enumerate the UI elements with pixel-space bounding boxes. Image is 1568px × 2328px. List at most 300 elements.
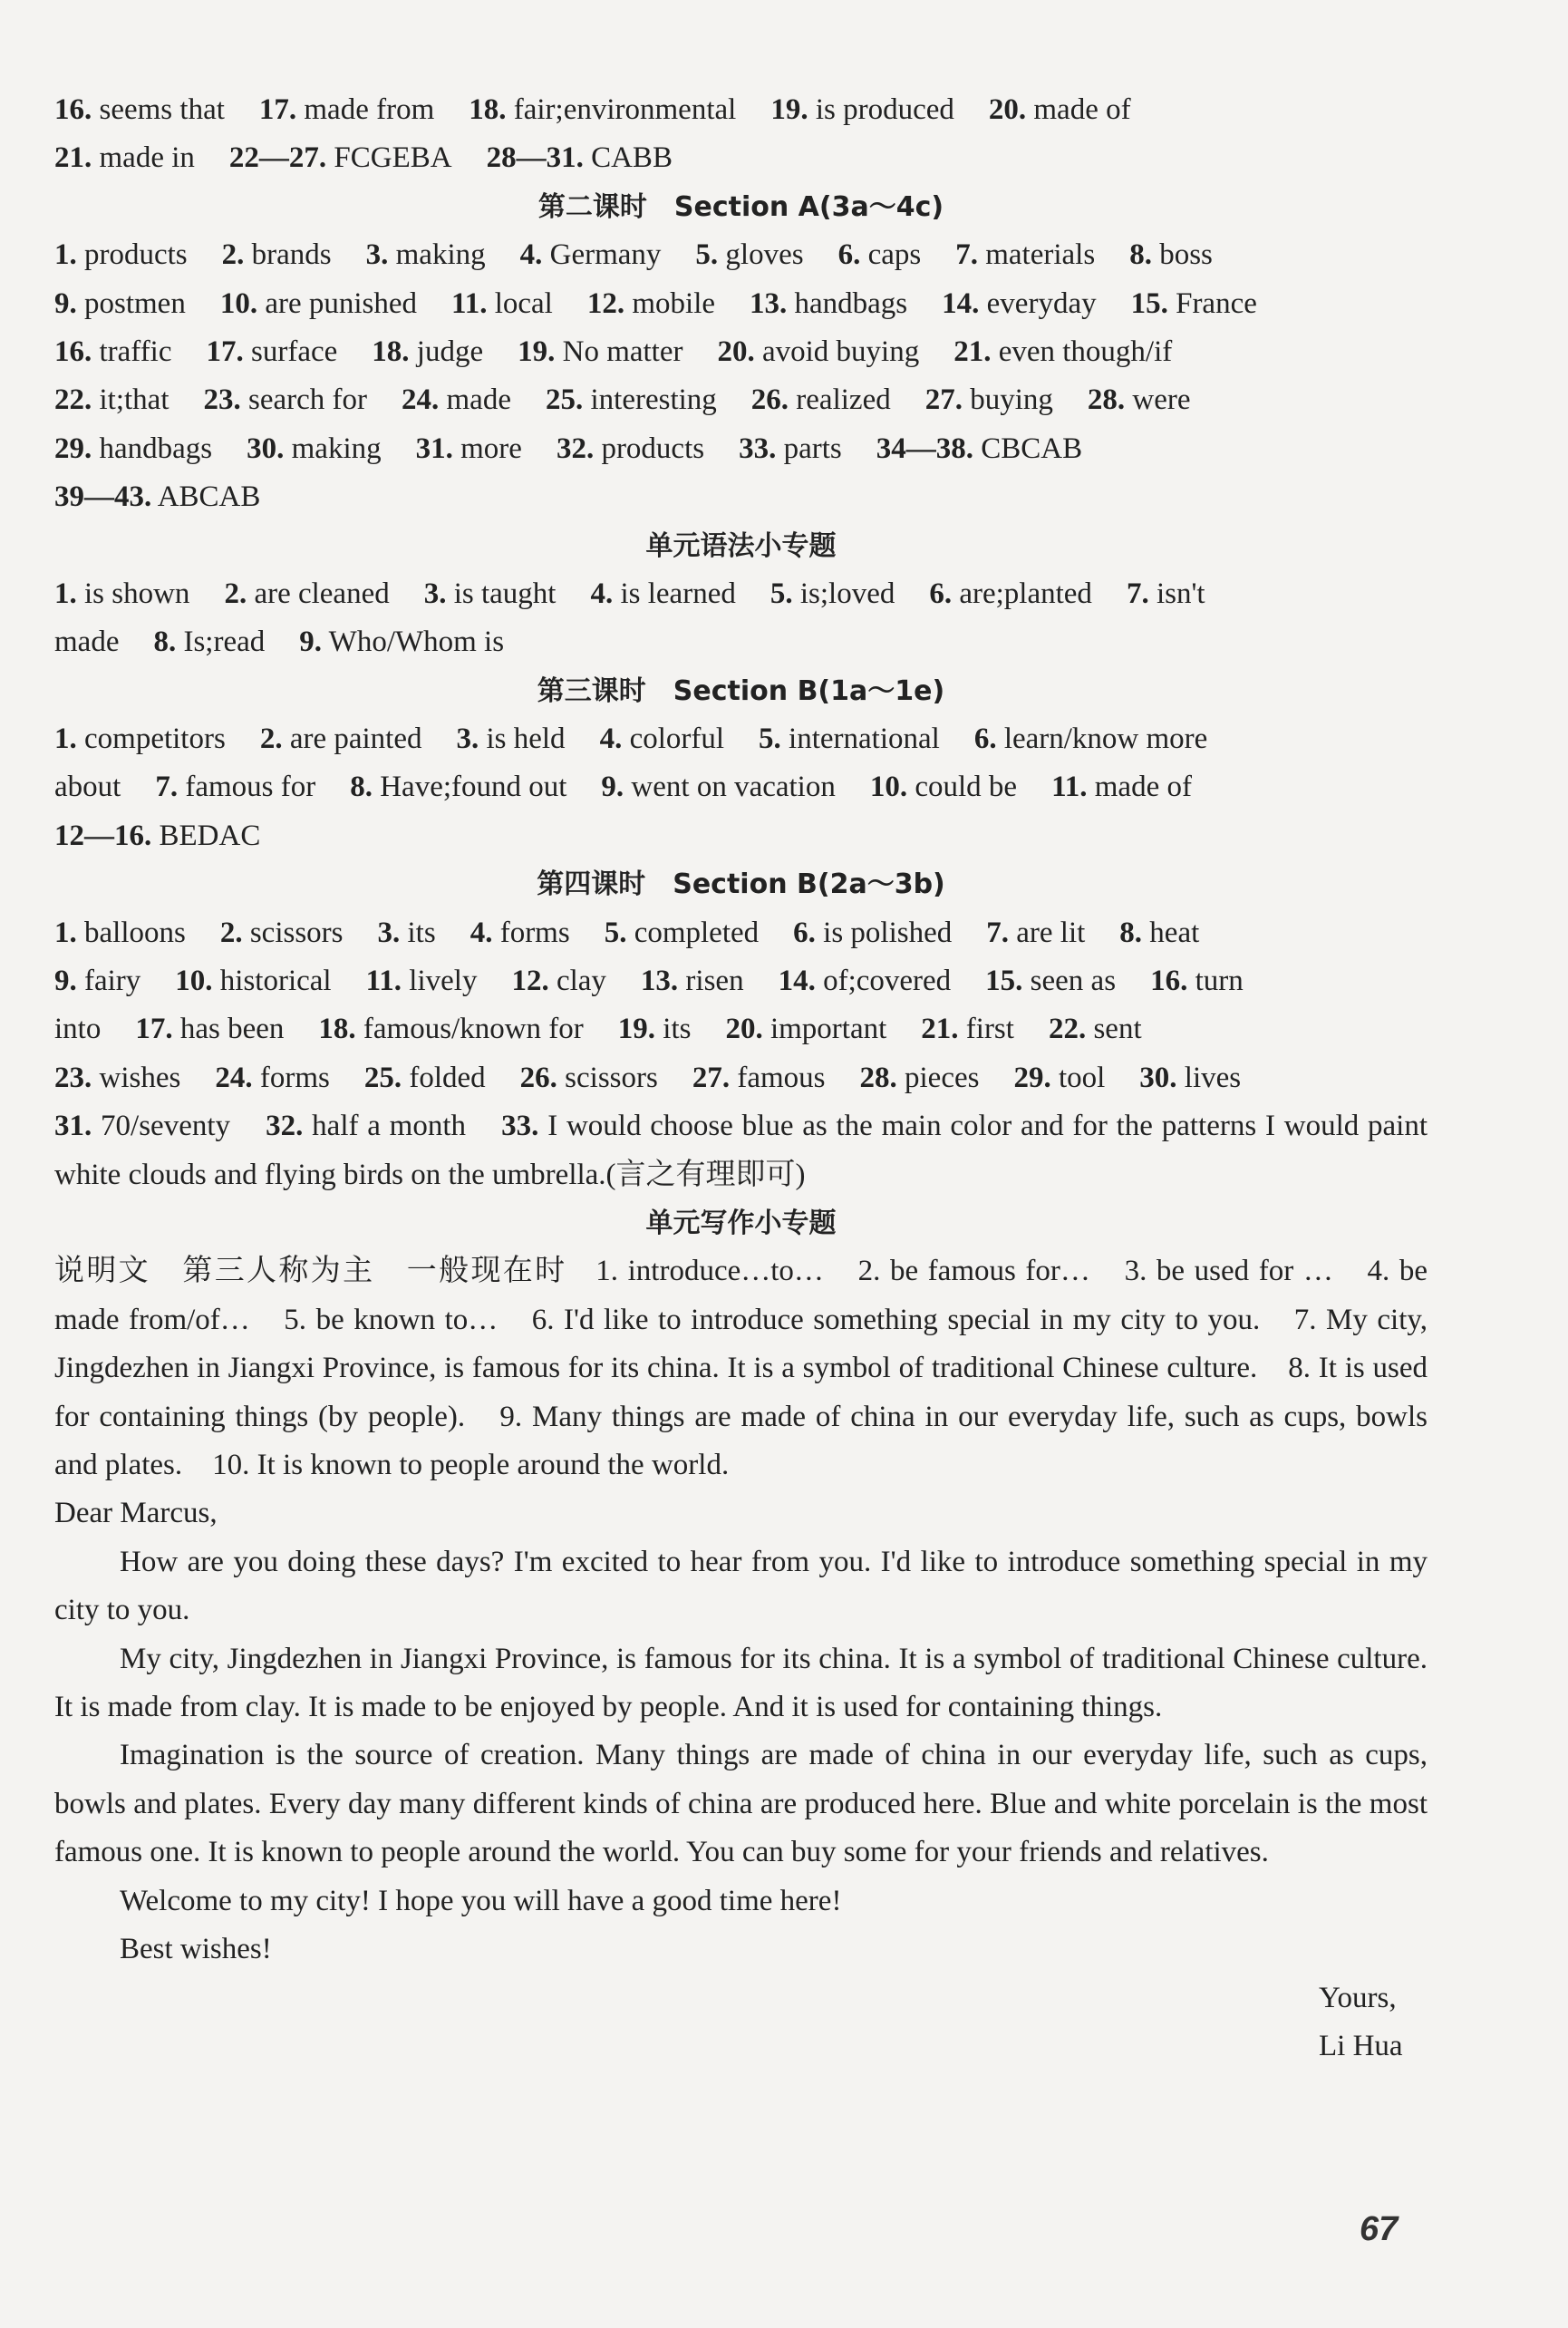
answer-item — [299, 626, 504, 658]
answer-text: went on vacation — [631, 771, 836, 804]
answer-number: 19. — [770, 93, 808, 126]
answer-text: are cleaned — [254, 577, 390, 610]
answer-number: 21. — [953, 335, 992, 368]
answer-item — [54, 287, 186, 320]
answer-item — [204, 383, 368, 416]
answer-line — [54, 376, 1428, 424]
answer-text: search for — [248, 383, 368, 417]
answer-number: 21. — [921, 1013, 959, 1046]
answer-item — [1013, 1062, 1105, 1094]
answer-line — [54, 812, 1428, 860]
answer-item — [54, 820, 260, 852]
answer-number: 29. — [1013, 1061, 1051, 1094]
answer-text: clay — [556, 965, 606, 998]
answer-number: 30. — [1139, 1061, 1177, 1094]
answer-item — [54, 335, 172, 368]
answer-item — [985, 965, 1116, 997]
answer-number: 26. — [519, 1061, 557, 1094]
answer-text: it;that — [99, 383, 169, 417]
answer-item — [451, 287, 553, 320]
answer-line — [54, 473, 1428, 521]
answer-number: 21. — [54, 141, 92, 175]
answer-number: 7. — [155, 771, 179, 804]
section-heading: 第四课时 Section B(2a～3b) — [537, 868, 945, 901]
answer-item — [1127, 577, 1205, 610]
answer-line — [54, 957, 1428, 1005]
answer-item — [1129, 238, 1213, 271]
answer-text: seen as — [1030, 965, 1117, 998]
answer-number: 4. — [590, 577, 614, 610]
answer-item — [1051, 771, 1192, 803]
answer-number: 31. — [415, 432, 453, 465]
answer-number: 39—43. — [54, 480, 152, 514]
answer-text: made of — [1033, 93, 1131, 126]
answer-text: caps — [867, 238, 922, 272]
answer-number: 18. — [469, 93, 507, 126]
answer-text: its — [663, 1013, 692, 1046]
answer-text: famous — [737, 1061, 826, 1094]
answer-number: 14. — [778, 965, 816, 998]
answer-item — [222, 238, 332, 271]
answer-number: 19. — [617, 1013, 656, 1046]
answer-number: 12—16. — [54, 819, 152, 852]
answer-item — [860, 1062, 980, 1094]
answer-number: 2. — [259, 723, 283, 756]
answer-number: 7. — [1126, 577, 1149, 610]
section-heading: 单元语法小专题 — [645, 529, 837, 562]
answer-number: 25. — [363, 1061, 402, 1094]
answer-number: 5. — [695, 238, 719, 272]
answer-paragraph: 31. 70/seventy 32. half a month 33. I would choose blue as the main color and for the patterns I would paint white clouds and flying birds on the umbrella.(言之有理即可) — [54, 1110, 1428, 1191]
answer-item — [54, 771, 121, 803]
answer-item — [587, 287, 715, 320]
answer-number: 24. — [402, 383, 440, 417]
answer-text: Germany — [549, 238, 662, 272]
answer-number: 29. — [54, 432, 92, 465]
answer-text: handbags — [794, 286, 908, 320]
answer-item — [402, 383, 511, 416]
answer-32: half a month — [312, 1110, 467, 1143]
answer-text: scissors — [565, 1061, 658, 1094]
answer-item — [470, 917, 570, 949]
answer-item — [618, 1013, 692, 1045]
answer-text: Who/Whom is — [328, 626, 505, 659]
answer-item — [1131, 287, 1257, 320]
letter-paragraph: Imagination is the source of creation. Many things are made of china in our everyday life, such as cups, bowls and plates. Every day many different kinds of china are produced here. Blue and white porcelain is the most famous one. It is known to people around the world. You can buy some for your friends and relatives. — [54, 1739, 1428, 1869]
answer-text: historical — [219, 965, 332, 998]
answer-line — [54, 280, 1428, 328]
letter-closing — [54, 1974, 1428, 2022]
answer-item — [921, 1013, 1014, 1045]
answer-number: 8. — [1129, 238, 1152, 272]
answer-item — [989, 93, 1131, 126]
answer-text: postmen — [84, 286, 186, 320]
answer-item — [953, 335, 1172, 368]
answer-text: making — [291, 432, 382, 465]
writing-outline — [54, 1247, 1428, 1489]
answer-text: were — [1132, 383, 1191, 417]
answer-item — [54, 1062, 180, 1094]
answer-text: are painted — [289, 723, 422, 756]
answer-text: even though/if — [998, 335, 1173, 368]
answer-text: risen — [685, 965, 744, 998]
answer-number: 7. — [986, 916, 1009, 949]
answer-number: 3. — [377, 916, 401, 949]
answer-line — [54, 715, 1428, 763]
answer-number: 6. — [929, 577, 953, 610]
answer-number: 17. — [206, 335, 244, 368]
answer-text: made — [54, 626, 120, 659]
answer-number: 27. — [692, 1061, 731, 1094]
answer-number: 9. — [54, 965, 77, 998]
answer-text: more — [460, 432, 522, 465]
answer-number: 15. — [985, 965, 1023, 998]
answer-item — [220, 287, 417, 320]
answer-text: surface — [251, 335, 338, 368]
answer-item — [546, 383, 717, 416]
answer-text: mobile — [632, 286, 716, 320]
answer-text: materials — [985, 238, 1096, 272]
answer-item — [247, 432, 381, 465]
answer-text: brands — [251, 238, 332, 272]
answer-text: avoid buying — [761, 335, 920, 368]
answer-text: is learned — [620, 577, 736, 610]
answer-number: 22—27. — [228, 141, 327, 175]
answer-number: 8. — [1119, 916, 1143, 949]
answer-text: fair;environmental — [513, 93, 737, 126]
answer-item — [215, 1062, 330, 1094]
answer-item — [364, 1062, 486, 1094]
answer-item — [153, 626, 265, 658]
answer-number: 4. — [519, 238, 543, 272]
answer-item — [605, 917, 759, 949]
answer-item — [942, 287, 1096, 320]
answer-item — [424, 577, 557, 610]
answer-item — [600, 723, 724, 755]
answer-item — [779, 965, 952, 997]
answer-number: 17. — [135, 1013, 173, 1046]
answer-item — [372, 335, 483, 368]
answer-text: No matter — [562, 335, 683, 368]
answer-text: tool — [1058, 1061, 1106, 1094]
answer-number: 5. — [769, 577, 793, 610]
answer-number: 9. — [601, 771, 624, 804]
answer-item — [54, 141, 195, 174]
answer-item — [759, 723, 940, 755]
answer-item — [876, 432, 1082, 465]
answer-item — [1049, 1013, 1142, 1045]
answer-number: 3. — [365, 238, 389, 272]
answer-text: famous/known for — [363, 1013, 584, 1046]
answer-number: 4. — [599, 723, 623, 756]
answer-line — [54, 86, 1428, 134]
answer-text: ABCAB — [157, 480, 261, 514]
answer-item — [378, 917, 436, 949]
answer-item — [739, 432, 842, 465]
answer-item — [54, 1013, 101, 1045]
answer-number: 11. — [365, 965, 402, 998]
answer-number: 8. — [153, 626, 177, 659]
answer-text: sent — [1093, 1013, 1142, 1046]
answer-number: 8. — [350, 771, 373, 804]
answer-item — [54, 432, 212, 465]
answer-text: local — [494, 286, 553, 320]
answer-number: 13. — [640, 965, 679, 998]
answer-number: 10. — [219, 286, 258, 320]
answer-item — [366, 965, 478, 997]
answer-item — [487, 141, 673, 174]
answer-item — [793, 917, 952, 949]
answer-text: forms — [259, 1061, 330, 1094]
answer-number: 12. — [511, 965, 549, 998]
answer-item — [135, 1013, 284, 1045]
answer-text: interesting — [590, 383, 717, 417]
answer-item — [220, 917, 344, 949]
answer-text: forms — [499, 916, 570, 949]
answer-number: 5. — [759, 723, 781, 756]
section-heading: 第三课时 Section B(1a～1e) — [537, 674, 945, 707]
answer-number: 20. — [988, 93, 1027, 126]
answer-number: 17. — [258, 93, 297, 126]
letter-paragraph: My city, Jingdezhen in Jiangxi Province, is famous for its china. It is a symbol of traditional Chinese culture. It is made from clay. It is made to be enjoyed by people. And it is used for containing things. — [54, 1642, 1428, 1724]
answer-text: parts — [783, 432, 842, 465]
answer-number: 33. — [739, 432, 777, 465]
answer-number: 6. — [837, 238, 861, 272]
answer-item — [695, 238, 803, 271]
answer-item — [416, 432, 522, 465]
answer-item — [929, 577, 1092, 610]
answer-item — [590, 577, 735, 610]
answer-item — [974, 723, 1208, 755]
letter-paragraph: Welcome to my city! I hope you will have a good time here! — [120, 1884, 842, 1917]
answer-number: 11. — [1051, 771, 1088, 804]
answer-number: 4. — [469, 916, 493, 949]
answer-item — [725, 1013, 886, 1045]
section-heading: 第二课时 Section A(3a～4c) — [537, 190, 944, 223]
answer-item — [260, 723, 422, 755]
answer-number: 10. — [869, 771, 908, 804]
answer-text: of;covered — [823, 965, 952, 998]
answer-number: 30. — [247, 432, 285, 465]
answer-item — [717, 335, 919, 368]
answer-text: pieces — [905, 1061, 980, 1094]
answer-item — [54, 238, 188, 271]
answer-item — [318, 1013, 583, 1045]
answer-text: is polished — [823, 916, 953, 949]
answer-text: completed — [634, 916, 760, 949]
writing-items: 1. introduce…to… 2. be famous for… 3. be used for … 4. be made from/of… 5. be known to… 6. I'd like to introduce something special in my city to you. 7. My city, Jingdezhen in Jiangxi Province, is famous for its china. It is a symbol of traditional Chinese culture. 8. It is used for containing things (by people). 9. Many things are made of china in our everyday life, such as cups, bowls and plates. 10. It is known to people around the world. — [54, 1255, 1428, 1482]
answer-item — [557, 432, 704, 465]
answer-text: handbags — [99, 432, 213, 465]
answer-number: 6. — [793, 916, 816, 949]
answer-item — [224, 577, 389, 610]
signature-text: Li Hua — [1319, 2029, 1403, 2062]
answer-line — [54, 618, 1428, 666]
section-heading: 单元写作小专题 — [645, 1208, 837, 1240]
answer-item — [692, 1062, 826, 1094]
answer-text: colorful — [629, 723, 725, 756]
answer-text: gloves — [725, 238, 804, 272]
answer-text: boss — [1159, 238, 1213, 272]
answer-number: 3. — [456, 723, 479, 756]
answer-number: 32. — [556, 432, 595, 465]
answer-number: 25. — [545, 383, 584, 417]
answer-item — [1088, 383, 1191, 416]
answer-number: 23. — [203, 383, 241, 417]
answer-text: competitors — [84, 723, 226, 756]
answer-item — [229, 141, 452, 174]
answer-item — [986, 917, 1085, 949]
answer-text: made from — [304, 93, 435, 126]
answer-number: 26. — [750, 383, 789, 417]
answer-text: products — [84, 238, 188, 272]
answer-number: 9. — [54, 286, 77, 320]
answer-line — [54, 134, 1428, 182]
answer-item — [770, 577, 895, 610]
answer-text: FCGEBA — [334, 141, 452, 175]
answer-item — [1119, 917, 1199, 949]
answer-text: making — [395, 238, 486, 272]
answer-number: 3. — [423, 577, 447, 610]
answer-text: scissors — [249, 916, 344, 949]
answer-item — [54, 626, 119, 658]
answer-number: 18. — [318, 1013, 356, 1046]
answer-number: 1. — [54, 723, 77, 756]
answer-item — [955, 238, 1095, 271]
closing-text: Yours, — [1319, 1981, 1397, 2014]
answer-text: are;planted — [959, 577, 1092, 610]
answer-text: made of — [1094, 771, 1192, 804]
answer-item — [641, 965, 744, 997]
answer-item — [511, 965, 605, 997]
answer-text: realized — [796, 383, 891, 417]
answer-item — [54, 917, 186, 949]
answer-text: into — [54, 1013, 102, 1046]
answer-item — [54, 480, 260, 513]
answer-text: its — [407, 916, 436, 949]
answer-text: is taught — [453, 577, 557, 610]
answer-line — [54, 1054, 1428, 1102]
answer-number: 2. — [221, 238, 245, 272]
answer-item — [54, 965, 140, 997]
answer-text: has been — [179, 1013, 285, 1046]
answer-number: 34—38. — [876, 432, 973, 465]
answer-number: 9. — [299, 626, 323, 659]
answer-item — [520, 1062, 658, 1094]
answer-item — [1139, 1062, 1241, 1094]
answer-number: 19. — [518, 335, 556, 368]
answer-item — [925, 383, 1053, 416]
answer-item — [870, 771, 1017, 803]
answer-text: important — [769, 1013, 887, 1046]
answer-item — [520, 238, 662, 271]
answer-item — [54, 577, 189, 610]
answer-text: products — [601, 432, 705, 465]
writing-intro: 说明文 第三人称为主 一般现在时 — [54, 1255, 567, 1288]
answer-text: learn/know more — [1003, 723, 1208, 756]
answer-number: 28. — [859, 1061, 897, 1094]
answer-text: about — [54, 771, 121, 804]
answer-number: 16. — [54, 93, 92, 126]
answer-number: 16. — [54, 335, 92, 368]
answer-number: 1. — [54, 238, 77, 272]
answer-text: Is;read — [183, 626, 266, 659]
answer-text: made in — [99, 141, 195, 175]
answer-text: folded — [409, 1061, 486, 1094]
answer-number: 5. — [604, 916, 627, 949]
answer-number: 27. — [924, 383, 963, 417]
answer-number: 16. — [1150, 965, 1188, 998]
answer-31: 70/seventy — [101, 1110, 231, 1143]
answer-item — [54, 383, 169, 416]
answer-text: heat — [1149, 916, 1200, 949]
answer-text: CABB — [591, 141, 673, 175]
answer-text: lively — [409, 965, 478, 998]
answer-text: BEDAC — [159, 819, 261, 852]
answer-item — [207, 335, 338, 368]
answer-text: are lit — [1016, 916, 1086, 949]
answer-33: I would choose blue as the main color and for the patterns I would paint white clouds and flying birds on the umbrella.(言之有理即可) — [54, 1110, 1428, 1191]
answer-item — [751, 383, 891, 416]
answer-number: 28—31. — [486, 141, 584, 175]
answer-number: 20. — [725, 1013, 763, 1046]
answer-item — [518, 335, 682, 368]
answer-line — [54, 763, 1428, 811]
letter-signature — [54, 2022, 1428, 2071]
answer-text: made — [446, 383, 511, 417]
answer-number: 22. — [1048, 1013, 1087, 1046]
answer-line — [54, 231, 1428, 279]
answer-item — [54, 93, 225, 126]
answer-text: fairy — [84, 965, 141, 998]
answer-number: 7. — [955, 238, 978, 272]
answer-number: 1. — [54, 916, 77, 949]
answer-number: 2. — [219, 916, 243, 949]
answer-item — [469, 93, 736, 126]
answer-number: 14. — [942, 286, 980, 320]
answer-number: 28. — [1087, 383, 1126, 417]
answer-number: 11. — [451, 286, 488, 320]
answer-number: 24. — [215, 1061, 253, 1094]
answer-text: wishes — [99, 1061, 181, 1094]
answer-number: 12. — [586, 286, 625, 320]
answer-number: 15. — [1130, 286, 1168, 320]
answer-text: lives — [1184, 1061, 1242, 1094]
answer-text: traffic — [99, 335, 172, 368]
answer-item — [175, 965, 331, 997]
answer-item — [1150, 965, 1244, 997]
letter-greeting: Dear Marcus, — [54, 1497, 218, 1530]
answer-text: famous for — [185, 771, 316, 804]
answer-text: turn — [1195, 965, 1244, 998]
answer-item — [350, 771, 566, 803]
answer-item — [366, 238, 486, 271]
answer-item — [601, 771, 835, 803]
answer-item — [770, 93, 954, 126]
answer-number: 18. — [372, 335, 410, 368]
answer-item — [456, 723, 565, 755]
answer-line — [54, 425, 1428, 473]
answer-line — [54, 909, 1428, 957]
answer-item — [259, 93, 434, 126]
page-number: 67 — [1360, 2210, 1399, 2248]
answer-line — [54, 1005, 1428, 1053]
answer-text: could be — [915, 771, 1018, 804]
letter-paragraph: Best wishes! — [120, 1933, 272, 1966]
answer-text: first — [965, 1013, 1014, 1046]
answer-item — [750, 287, 907, 320]
answer-text: Have;found out — [380, 771, 567, 804]
